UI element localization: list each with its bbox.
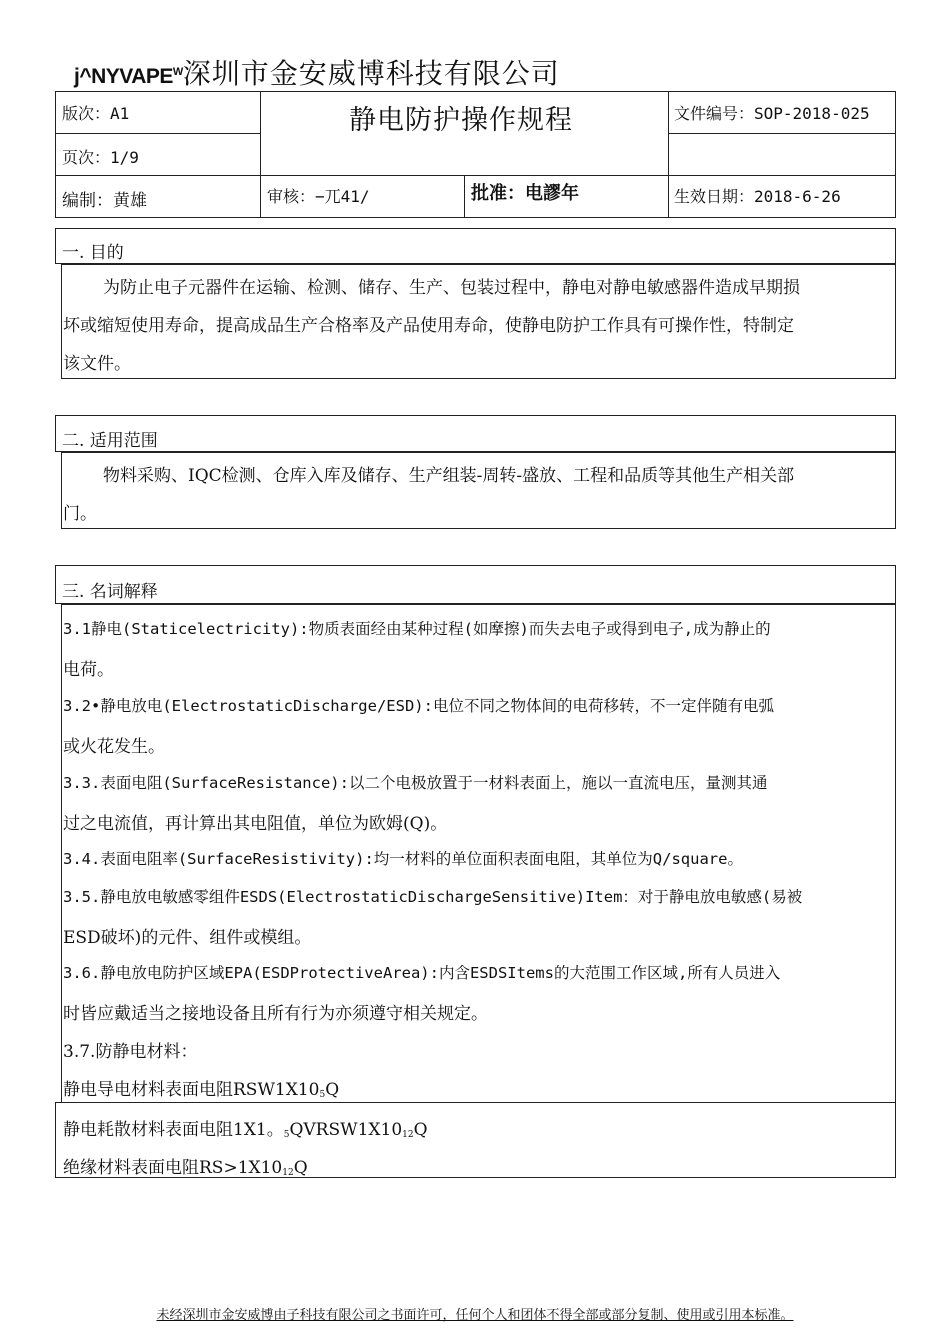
insulating-material-line: 绝缘材料表面电阻$RS>1X10_{12}Q$ [63,1158,308,1178]
table-divider [668,91,669,218]
logo-text: j^NYVAPE [74,65,173,88]
table-divider [260,91,261,218]
dissipative-material-line: 静电耗散材料表面电阻1X1。$_5QVRSW1X10_{12}Q$ [63,1120,428,1140]
term-line: 过之电流值，再计算出其电阻值，单位为欧姆(Q)。 [63,814,448,834]
scope-line: 门。 [63,504,97,524]
author-cell: 编制：黄雄 [62,191,147,211]
term-line: 或火花发生。 [63,737,165,757]
table-divider [668,133,896,134]
purpose-heading-box [55,228,896,264]
table-divider [464,175,465,218]
logo-superscript: W [172,66,183,78]
scope-line: 物料采购、IQC检测、仓库入库及储存、生产组装-周转-盛放、工程和品质等其他生产相关部 [103,466,795,486]
term-line: 3.2•静电放电(ElectrostaticDischarge/ESD):电位不同之物体间的电荷移转，不一定伴随有电弧 [63,697,774,715]
terms-heading-box [55,565,896,604]
terms-heading: 三. 名词解释 [62,582,158,602]
term-line: 3.1静电(Staticelectricity):物质表面经由某种过程(如摩擦)而失去电子或得到电子,成为静止的 [63,620,771,638]
doc-number-cell: 文件编号：SOP-2018-025 [674,104,870,123]
term-line: 3.7.防静电材料： [63,1042,198,1062]
term-line: 3.4.表面电阻率(SurfaceResistivity):均一材料的单位面积表面电阻，其单位为Q/square。 [63,850,743,868]
table-divider [55,175,896,176]
term-line: 时皆应戴适当之接地设备且所有行为亦须遵守相关规定。 [63,1004,488,1024]
reviewer-cell: 审核：−兀41/ [267,187,370,206]
scope-heading: 二. 适用范围 [62,431,158,451]
company-header [74,52,560,92]
company-name: 深圳市金安威博科技有限公司 [182,57,560,90]
table-divider [55,133,261,134]
term-line: 3.5.静电放电敏感零组件ESDS(ElectrostaticDischargeSensitive)Item：对于静电放电敏感(易被 [63,888,803,906]
term-line: 3.3.表面电阻(SurfaceResistance):以二个电极放置于一材料表面上，施以一直流电压，量测其通 [63,774,768,792]
copyright-notice: 未经深圳市金安威博由子科技有限公司之书面许可，任何个人和团体不得全部或部分复制、使用或引用本标准。 [156,1308,794,1323]
version-cell: 版次：A1 [62,104,130,123]
purpose-heading: 一. 目的 [62,243,124,263]
term-line: 3.6.静电放电防护区域EPA(ESDProtectiveArea):内含ESDSItems的大范围工作区域,所有人员进入 [63,964,781,982]
purpose-line: 该文件。 [63,354,131,374]
purpose-line: 坏或缩短使用寿命，提高成品生产合格率及产品使用寿命，使静电防护工作具有可操作性，特制定 [63,316,794,336]
document-title: 静电防护操作规程 [349,105,573,136]
page-cell: 页次：1/9 [62,148,139,167]
conductive-material-line: 静电导电材料表面电阻$RSW1X10_5Q$ [63,1080,340,1100]
term-line: ESD破坏)的元件、组件或模组。 [63,928,312,948]
scope-heading-box [55,415,896,452]
purpose-line: 为防止电子元器件在运输、检测、储存、生产、包装过程中，静电对静电敏感器件造成早期损 [103,278,800,298]
term-line: 电荷。 [63,660,114,680]
effective-date-cell: 生效日期：2018-6-26 [674,187,841,206]
company-logo [74,65,183,88]
approver-cell: 批准：电謬年 [471,183,579,204]
